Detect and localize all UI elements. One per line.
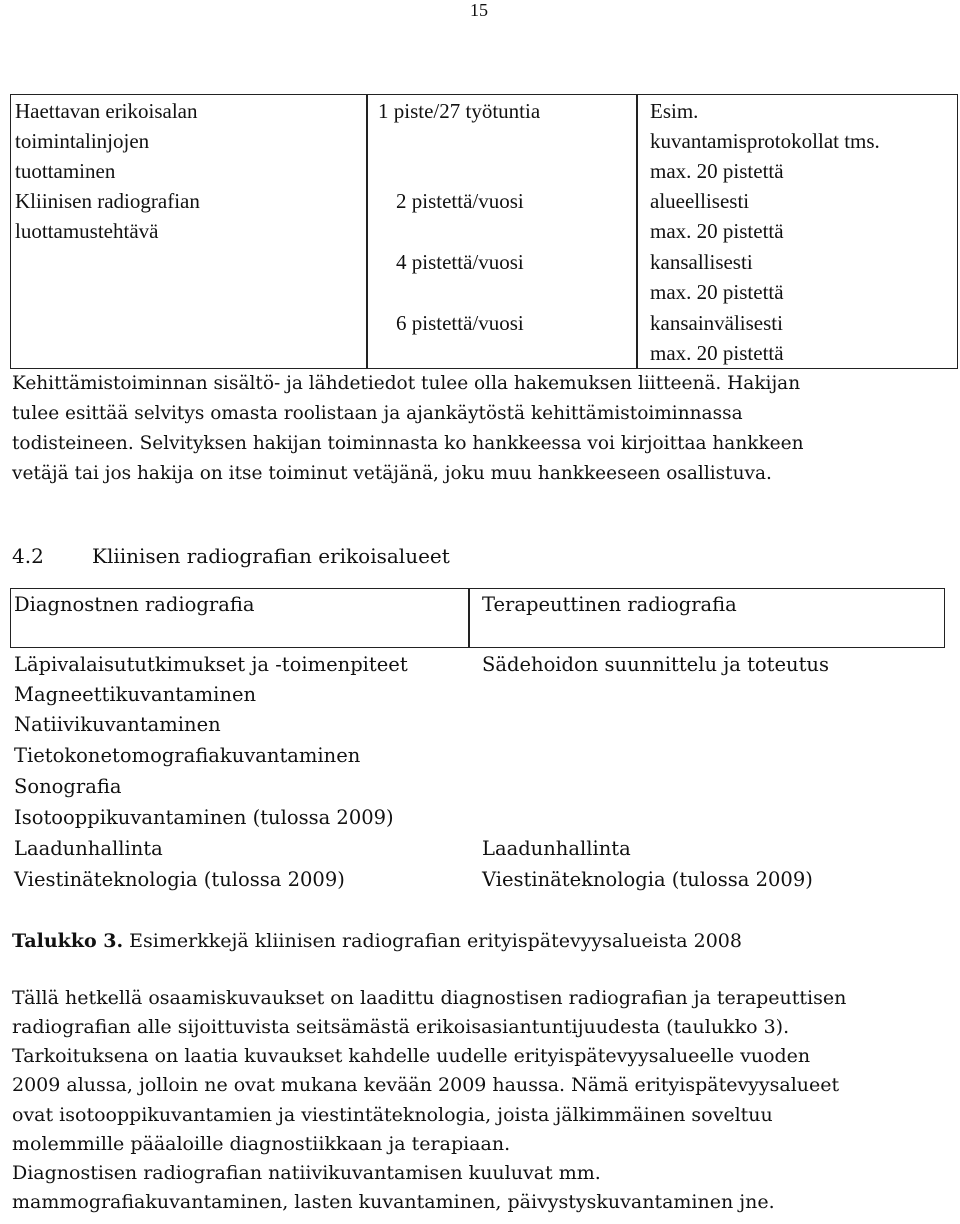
table-cell: toimintalinjojen bbox=[15, 129, 150, 153]
list-item: Laadunhallinta bbox=[482, 837, 631, 860]
table-cell: 2 pistettä/vuosi bbox=[396, 189, 524, 213]
table-cell: luottamustehtävä bbox=[15, 219, 159, 243]
table-cell: kansallisesti bbox=[650, 250, 753, 274]
table-cell: Kliinisen radiografian bbox=[15, 189, 200, 213]
table-cell: max. 20 pistettä bbox=[650, 219, 784, 243]
list-item: Viestinäteknologia (tulossa 2009) bbox=[14, 868, 345, 891]
paragraph-line: Tarkoituksena on laatia kuvaukset kahdelle uudelle erityispätevyysalueelle vuoden bbox=[12, 1045, 811, 1067]
page-number: 15 bbox=[470, 0, 488, 20]
table-cell: kuvantamisprotokollat tms. bbox=[650, 129, 880, 153]
table-cell: 6 pistettä/vuosi bbox=[396, 311, 524, 335]
list-item: Sädehoidon suunnittelu ja toteutus bbox=[482, 653, 829, 676]
table-cell: 4 pistettä/vuosi bbox=[396, 250, 524, 274]
list-item: Magneettikuvantaminen bbox=[14, 683, 257, 706]
table-column-divider bbox=[636, 94, 638, 369]
paragraph-line: vetäjä tai jos hakija on itse toiminut vetäjänä, joku muu hankkeeseen osallistuva. bbox=[12, 463, 772, 484]
table-cell: max. 20 pistettä bbox=[650, 159, 784, 183]
table-cell: max. 20 pistettä bbox=[650, 280, 784, 304]
paragraph-line: todisteineen. Selvityksen hakijan toiminnasta ko hankkeessa voi kirjoittaa hankkeen bbox=[12, 433, 804, 454]
list-item: Laadunhallinta bbox=[14, 837, 163, 860]
paragraph-line: Kehittämistoiminnan sisältö- ja lähdetiedot tulee olla hakemuksen liitteenä. Hakijan bbox=[12, 373, 801, 394]
list-item: Viestinäteknologia (tulossa 2009) bbox=[482, 868, 813, 891]
list-item: Isotooppikuvantaminen (tulossa 2009) bbox=[14, 806, 394, 829]
list-item: Tietokonetomografiakuvantaminen bbox=[14, 744, 361, 767]
table-column-divider bbox=[468, 588, 470, 648]
list-item: Natiivikuvantaminen bbox=[14, 713, 221, 736]
paragraph-line: mammografiakuvantaminen, lasten kuvantaminen, päivystyskuvantaminen jne. bbox=[12, 1191, 775, 1213]
list-item: Sonografia bbox=[14, 775, 122, 798]
list-item: Läpivalaisututkimukset ja -toimenpiteet bbox=[14, 653, 408, 676]
column-header: Terapeuttinen radiografia bbox=[482, 593, 737, 616]
column-header: Diagnostnen radiografia bbox=[14, 593, 255, 616]
table-cell: alueellisesti bbox=[650, 189, 750, 213]
paragraph-line: tulee esittää selvitys omasta roolistaan ja ajankäytöstä kehittämistoiminnassa bbox=[12, 403, 743, 424]
section-title: Kliinisen radiografian erikoisalueet bbox=[92, 544, 450, 568]
table-cell: kansainvälisesti bbox=[650, 311, 783, 335]
paragraph-line: molemmille pääaloille diagnostiikkaan ja terapiaan. bbox=[12, 1133, 511, 1155]
caption-label: Talukko 3. bbox=[12, 930, 124, 952]
paragraph-line: radiografian alle sijoittuvista seitsämästä erikoisasiantuntijuudesta (taulukko 3). bbox=[12, 1016, 790, 1038]
table-cell: Esim. bbox=[650, 99, 699, 123]
table-cell: 1 piste/27 työtuntia bbox=[378, 99, 541, 123]
table-column-divider bbox=[366, 94, 368, 369]
paragraph-line: 2009 alussa, jolloin ne ovat mukana kevään 2009 haussa. Nämä erityispätevyysalueet bbox=[12, 1074, 840, 1096]
caption-text: Esimerkkejä kliinisen radiografian erityispätevyysalueista 2008 bbox=[123, 930, 742, 952]
table-cell: tuottaminen bbox=[15, 159, 116, 183]
table-cell: Haettavan erikoisalan bbox=[15, 99, 198, 123]
table-cell: max. 20 pistettä bbox=[650, 341, 784, 365]
section-number: 4.2 bbox=[12, 544, 44, 568]
paragraph-line: Diagnostisen radiografian natiivikuvantamisen kuuluvat mm. bbox=[12, 1162, 601, 1184]
table-caption bbox=[12, 926, 742, 956]
paragraph-line: Tällä hetkellä osaamiskuvaukset on laadittu diagnostisen radiografian ja terapeuttisen bbox=[12, 987, 847, 1009]
paragraph-line: ovat isotooppikuvantamien ja viestintäteknologia, joista jälkimmäinen soveltuu bbox=[12, 1104, 773, 1126]
